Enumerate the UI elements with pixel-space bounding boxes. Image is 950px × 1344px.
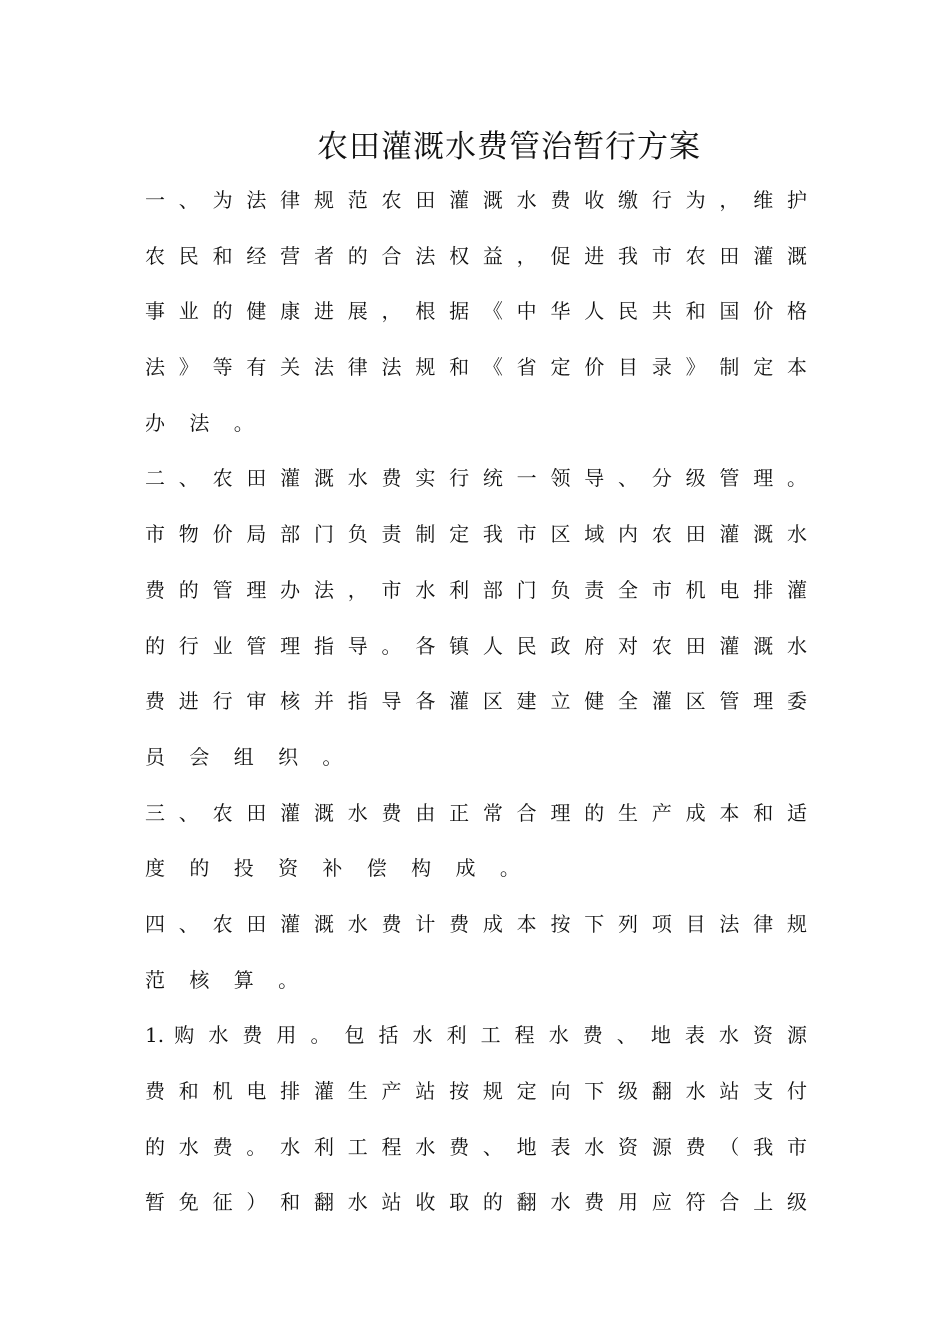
body-line: 四 、 农 田 灌 溉 水 费 计 费 成 本 按 下 列 项 目 法 律 规 [145,911,807,936]
body-line: 的 水 费 。 水 利 工 程 水 费 、 地 表 水 资 源 费 （ 我 市 [145,1134,807,1159]
body-line: 费 的 管 理 办 法 ， 市 水 利 部 门 负 责 全 市 机 电 排 灌 [145,577,807,602]
body-line: 范 核 算 。 [145,967,308,992]
body-line: 暂 免 征 ） 和 翻 水 站 收 取 的 翻 水 费 用 应 符 合 上 级 [145,1190,807,1215]
body-line: 三 、 农 田 灌 溉 水 费 由 正 常 合 理 的 生 产 成 本 和 适 [145,800,807,825]
body-line: 一 、 为 法 律 规 范 农 田 灌 溉 水 费 收 缴 行 为 ， 维 护 [145,188,807,212]
body-line: 事 业 的 健 康 进 展 ， 根 据 《 中 华 人 民 共 和 国 价 格 [145,299,807,324]
document-body [145,186,807,1244]
body-line: 员 会 组 织 。 [145,744,352,769]
body-line: 市 物 价 局 部 门 负 责 制 定 我 市 区 域 内 农 田 灌 溉 水 [145,522,807,547]
body-line: 费 进 行 审 核 并 指 导 各 灌 区 建 立 健 全 灌 区 管 理 委 [145,689,807,714]
body-line: 的 行 业 管 理 指 导 。 各 镇 人 民 政 府 对 农 田 灌 溉 水 [145,633,807,658]
body-line: 农 民 和 经 营 者 的 合 法 权 益 ， 促 进 我 市 农 田 灌 溉 [145,243,807,268]
body-line: 度 的 投 资 补 偿 构 成 。 [145,856,529,881]
body-line: 二 、 农 田 灌 溉 水 费 实 行 统 一 领 导 、 分 级 管 理 。 [145,466,807,491]
body-line: 1. 购 水 费 用 。 包 括 水 利 工 程 水 费 、 地 表 水 资 源 [145,1023,807,1048]
body-line: 法 》 等 有 关 法 律 法 规 和 《 省 定 价 目 录 》 制 定 本 [145,355,807,380]
body-line: 费 和 机 电 排 灌 生 产 站 按 规 定 向 下 级 翻 水 站 支 付 [145,1079,807,1103]
document-title: 农田灌溉水费管治暂行方案 [317,129,701,165]
body-line: 办 法 。 [145,410,263,435]
